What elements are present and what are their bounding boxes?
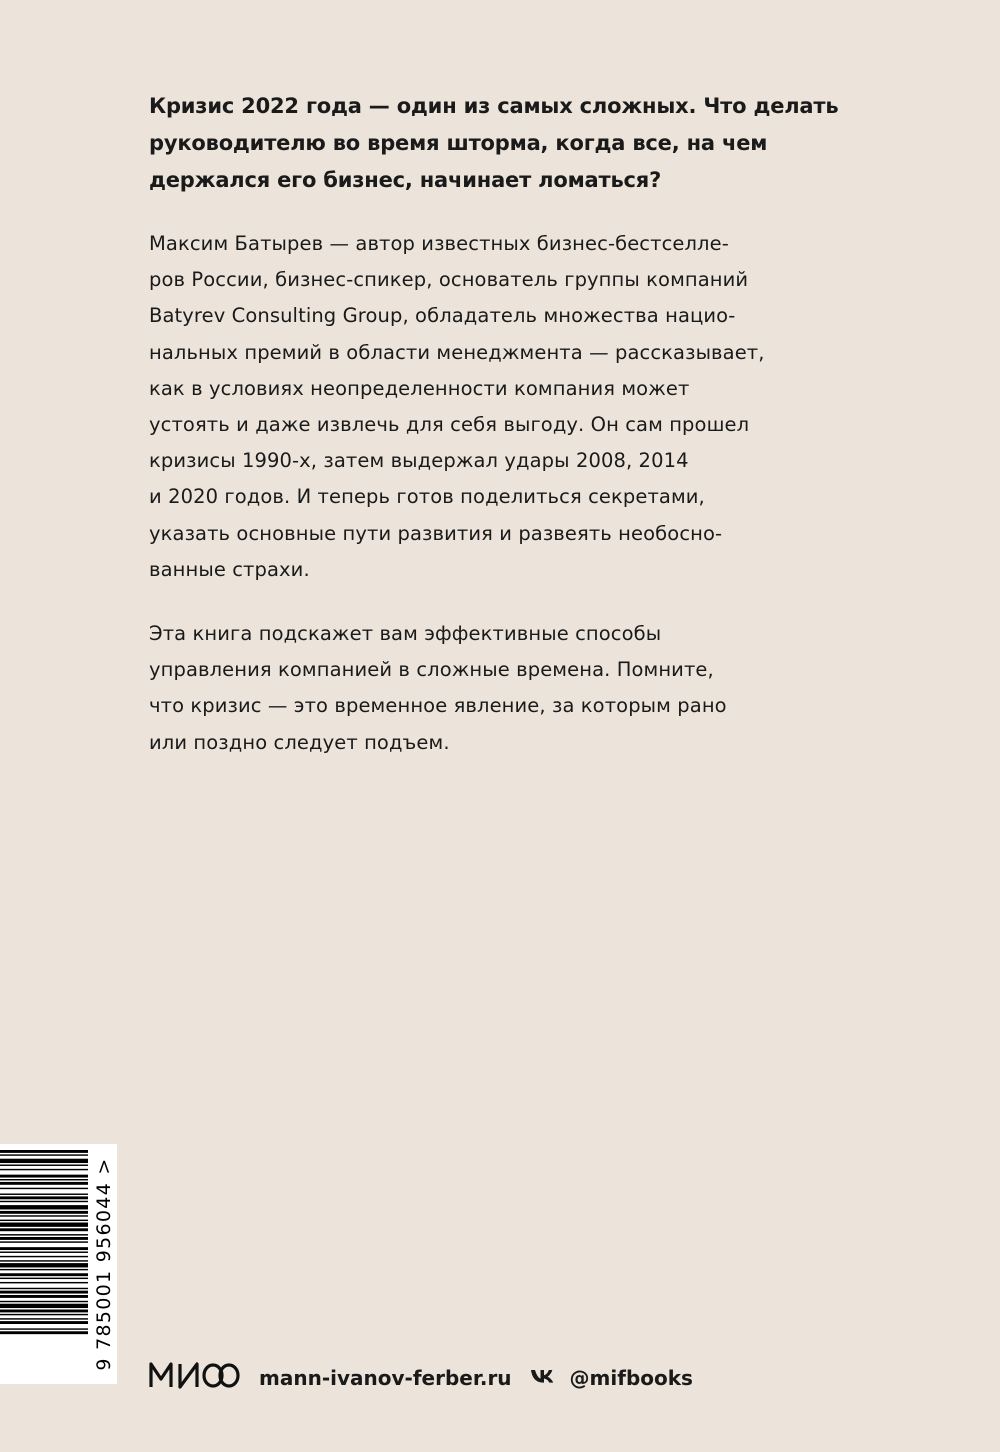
paragraph-line: кризисы 1990-х, затем выдержал удары 2008, 2014 — [149, 449, 689, 473]
paragraph-line: указать основные пути развития и развеять необосно- — [149, 521, 723, 545]
vk-icon[interactable] — [530, 1368, 556, 1388]
paragraph-line: устоять и даже извлечь для себя выгоду. Он сам прошел — [149, 413, 750, 437]
lead-line: держался его бизнес, начинает ломаться? — [149, 168, 662, 192]
paragraph-line: что кризис — это временное явление, за которым рано — [149, 694, 727, 718]
barcode-number: 9 785001 956044 > — [93, 1157, 115, 1371]
paragraph-line: Batyrev Consulting Group, обладатель множества нацио- — [149, 304, 736, 328]
lead-line: руководителю во время шторма, когда все, на чем — [149, 131, 768, 155]
social-handle[interactable]: @mifbooks — [569, 1366, 693, 1390]
publisher-logo — [149, 1361, 241, 1396]
lead-paragraph — [149, 88, 849, 199]
author-paragraph — [149, 226, 849, 588]
paragraph-line: управления компанией в сложные времена. Помните, — [149, 658, 714, 682]
book-paragraph — [149, 616, 849, 761]
mif-logo-icon — [149, 1361, 241, 1389]
lead-line: Кризис 2022 года — один из самых сложных. Что делать — [149, 94, 839, 118]
website-link[interactable]: mann-ivanov-ferber.ru — [259, 1366, 512, 1390]
paragraph-line: Максим Батырев — автор известных бизнес-бестселле- — [149, 232, 729, 255]
paragraph-line: ров России, бизнес-спикер, основатель группы компаний — [149, 268, 749, 292]
back-cover-text — [149, 88, 849, 789]
paragraph-line: как в условиях неопределенности компания может — [149, 376, 690, 400]
paragraph-line: ванные страхи. — [149, 557, 310, 581]
publisher-footer — [149, 1358, 693, 1398]
paragraph-line: и 2020 годов. И теперь готов поделиться секретами, — [149, 485, 705, 509]
paragraph-line: нальных премий в области менеджмента — рассказывает, — [149, 340, 765, 364]
barcode-bars — [0, 1144, 88, 1384]
paragraph-line: Эта книга подскажет вам эффективные способы — [149, 622, 662, 646]
isbn-barcode — [0, 1144, 117, 1384]
paragraph-line: или поздно следует подъем. — [149, 730, 450, 754]
